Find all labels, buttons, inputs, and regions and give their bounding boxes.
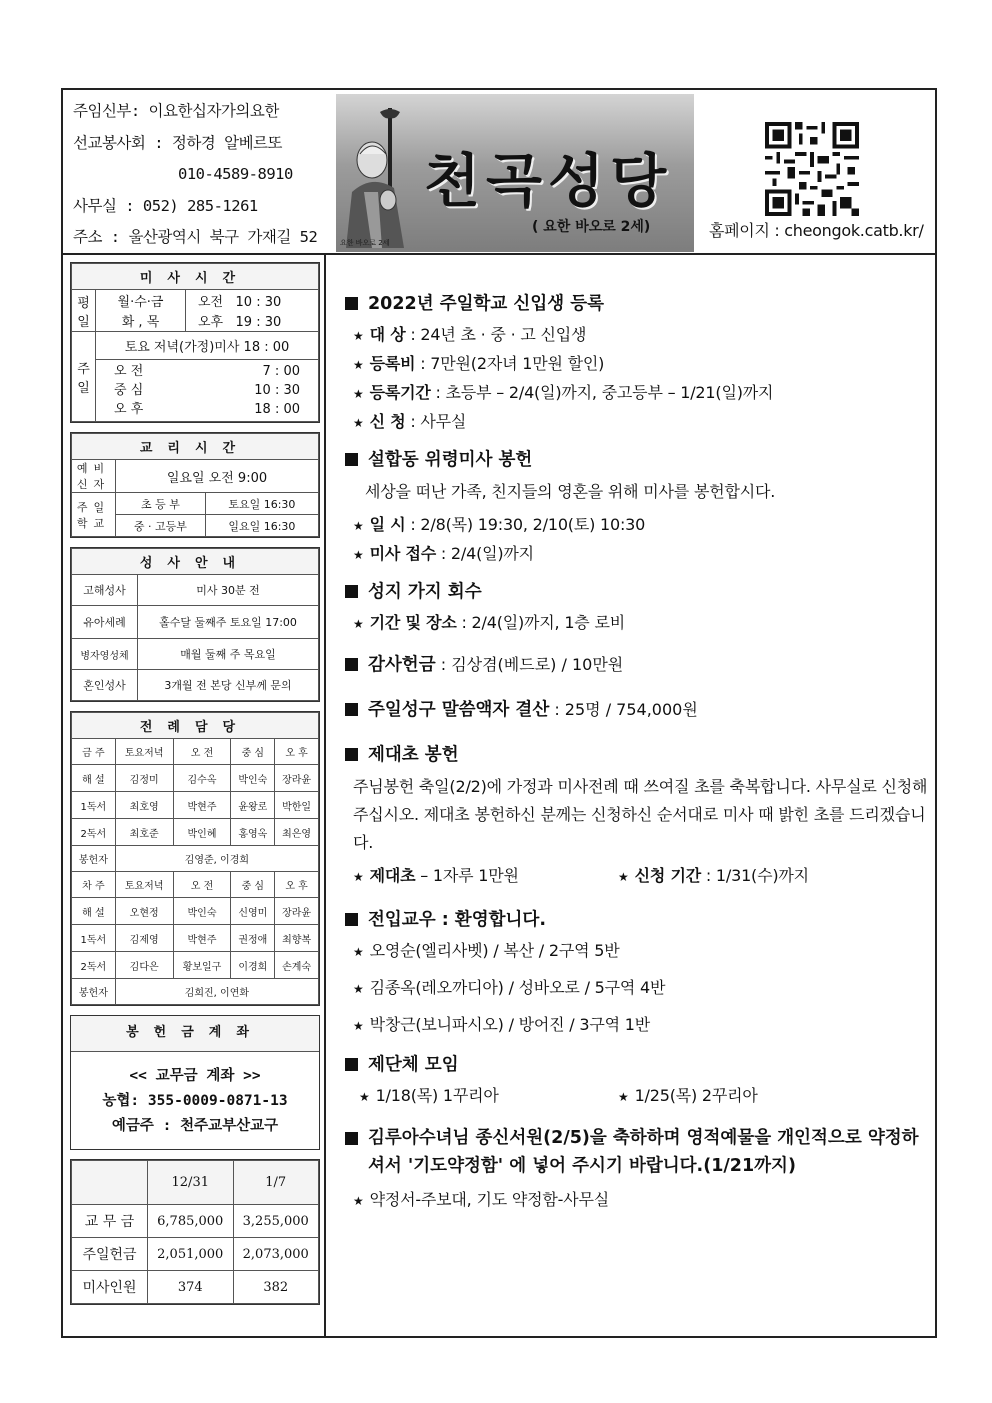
- star-bullet-icon: ★: [353, 870, 364, 884]
- finance-box: [70, 1159, 320, 1305]
- liturgy-role: 1독서: [72, 925, 116, 952]
- star-bullet-icon: ★: [618, 1090, 629, 1104]
- item-value: 약정서-주보대, 기도 약정함-사무실: [369, 1190, 609, 1209]
- council: 선교봉사회 : 정하경 알베르또: [73, 133, 283, 152]
- account-number: 농협: 355-0009-0871-13: [102, 1093, 288, 1109]
- liturgy-cell: 박현주: [173, 925, 231, 952]
- item-label: 일 시: [369, 515, 406, 534]
- notice-title: [345, 651, 930, 676]
- sacrament-label: 혼인성사: [72, 670, 138, 701]
- notice-title: [345, 578, 930, 603]
- square-bullet-icon: [345, 1058, 358, 1071]
- notice-item: [353, 351, 930, 374]
- liturgy-header: 토요저녁: [115, 739, 173, 765]
- star-bullet-icon: ★: [359, 1090, 370, 1104]
- sunday-label-3: 오 후: [114, 402, 144, 417]
- star-bullet-icon: ★: [353, 416, 364, 430]
- finance-value: 6,785,000: [148, 1205, 234, 1238]
- mass-times-title: 미사시간: [72, 264, 319, 290]
- weekday-days-1: 월·수·금: [96, 290, 186, 311]
- sacrament-value: 미사 30분 전: [138, 575, 319, 606]
- notice-item: [353, 863, 930, 886]
- star-bullet-icon: ★: [353, 548, 364, 562]
- church-name: 천곡성당: [424, 147, 673, 215]
- square-bullet-icon: [345, 703, 358, 716]
- liturgy-cell: 오현정: [115, 898, 173, 925]
- liturgy-role: 해 설: [72, 765, 116, 792]
- elementary-group: 초 등 부: [116, 493, 206, 515]
- catechumen-time: 일요일 오전 9:00: [116, 460, 319, 493]
- secondary-group: 중 · 고등부: [116, 515, 206, 537]
- item-value: : 7만원(2자녀 1만원 할인): [415, 354, 605, 373]
- notice-title-text: 김루아수녀님 종신서원(2/5)을 축하하며 영적예물을 개인적으로 약정하셔서 '기도약정함' 에 넣어 주시기 바랍니다.(1/21까지): [368, 1128, 919, 1176]
- item-label: 대 상: [369, 325, 406, 344]
- qr-code-icon: [765, 122, 859, 216]
- liturgy-header: 오 전: [173, 872, 231, 898]
- liturgy-cell: 김다은: [115, 952, 173, 979]
- notice-item: [353, 938, 930, 961]
- star-bullet-icon: ★: [353, 982, 364, 996]
- liturgy-role: 해 설: [72, 898, 116, 925]
- finance-header: 12/31: [148, 1161, 234, 1205]
- item-label: 신 청: [369, 412, 406, 431]
- notice-title-text: 감사헌금: [368, 655, 436, 675]
- liturgy-cell: 최향복: [275, 925, 319, 952]
- notice-item: [353, 512, 930, 535]
- liturgy-role: 2독서: [72, 819, 116, 846]
- liturgy-cell: 최호준: [115, 819, 173, 846]
- liturgy-cell: 박인혜: [173, 819, 231, 846]
- sunday-time-2: 10 : 30: [254, 383, 300, 398]
- liturgy-role: 2독서: [72, 952, 116, 979]
- contact-info: [73, 96, 335, 254]
- liturgy-cell: 장라윤: [275, 898, 319, 925]
- offering-label: 봉헌자: [72, 846, 116, 872]
- church-subtitle: ( 요한 바오로 2세): [532, 219, 651, 235]
- square-bullet-icon: [345, 913, 358, 926]
- liturgy-cell: 김제영: [115, 925, 173, 952]
- liturgy-cell: 손계숙: [275, 952, 319, 979]
- item-value: 박창근(보니파시오) / 방어진 / 3구역 1반: [369, 1015, 651, 1034]
- notice-title-text: 2022년 주일학교 신입생 등록: [368, 294, 605, 314]
- notice-title-text: 전입교우 : 환영합니다.: [368, 910, 546, 930]
- star-bullet-icon: ★: [353, 358, 364, 372]
- offering-value: 김희진, 이연화: [115, 979, 318, 1005]
- sunday-time-1: 7 : 00: [262, 364, 300, 379]
- bulletin-frame: [61, 88, 937, 1338]
- liturgy-header: 차 주: [72, 872, 116, 898]
- liturgy-cell: 신영미: [231, 898, 275, 925]
- saturday-mass: 토요 저녁(가정)미사 18 : 00: [96, 332, 319, 360]
- star-bullet-icon: ★: [618, 870, 629, 884]
- notice-title: [345, 741, 930, 766]
- sunday-label: 주일: [72, 332, 96, 422]
- square-bullet-icon: [345, 658, 358, 671]
- liturgy-cell: 권정애: [231, 925, 275, 952]
- liturgy-cell: 황보일구: [173, 952, 231, 979]
- account-holder: 예금주 : 천주교부산교구: [111, 1118, 279, 1134]
- sacrament-value: 홀수달 둘째주 토요일 17:00: [138, 606, 319, 639]
- weekday-time-1: 10 : 30: [235, 294, 282, 310]
- notice-title: [345, 906, 930, 931]
- sunday-label-1: 오 전: [114, 364, 144, 379]
- elementary-time: 토요일 16:30: [205, 493, 318, 515]
- liturgy-cell: 최은영: [275, 819, 319, 846]
- item-value: : 2/8(목) 19:30, 2/10(토) 10:30: [405, 515, 646, 534]
- square-bullet-icon: [345, 748, 358, 761]
- sacraments-box: [70, 547, 320, 702]
- finance-value: 2,051,000: [148, 1238, 234, 1271]
- notice-item: [353, 975, 930, 998]
- liturgy-cell: 장라윤: [275, 765, 319, 792]
- notice-item: [359, 1083, 930, 1106]
- finance-value: 374: [148, 1271, 234, 1304]
- item-value: : 2/4(일)까지: [435, 544, 534, 563]
- finance-header: 1/7: [233, 1161, 319, 1205]
- notice-title-text: 제단체 모임: [368, 1055, 459, 1075]
- catechism-title: 교리시간: [72, 434, 319, 460]
- notices-column: [345, 290, 930, 1216]
- square-bullet-icon: [345, 1132, 358, 1145]
- offering-value: 김영준, 이경희: [115, 846, 318, 872]
- liturgy-cell: 박인숙: [173, 898, 231, 925]
- notice-item: [353, 409, 930, 432]
- item-value: 김종옥(레오까디아) / 성바오로 / 5구역 4반: [369, 978, 666, 997]
- finance-value: 382: [233, 1271, 319, 1304]
- left-column: [70, 262, 320, 1314]
- star-bullet-icon: ★: [353, 945, 364, 959]
- item-value: : 초등부 – 2/4(일)까지, 중고등부 – 1/21(일)까지: [430, 383, 774, 402]
- offering-label: 봉헌자: [72, 979, 116, 1005]
- square-bullet-icon: [345, 297, 358, 310]
- liturgy-cell: 김수옥: [173, 765, 231, 792]
- weekday-period-1: 오전: [198, 294, 224, 310]
- liturgy-header: 오 후: [275, 739, 319, 765]
- liturgy-header: 오 전: [173, 739, 231, 765]
- finance-label: 주일헌금: [72, 1238, 148, 1271]
- banner-caption: 요한 바오로 2세: [340, 239, 390, 247]
- liturgy-role: 1독서: [72, 792, 116, 819]
- item-value: 1/25(목) 2꾸리아: [634, 1086, 758, 1105]
- notice-title: [345, 1051, 930, 1076]
- notice-paragraph: 주님봉헌 축일(2/2)에 가정과 미사전례 때 쓰여질 초를 축복합니다. 사무실로 신청해 주십시오. 제대초 봉헌하신 분께는 신청하신 순서대로 미사 때 밝힌 초를 드리겠습니다.: [353, 777, 928, 852]
- notice-inline-value: : 25명 / 754,000원: [549, 700, 698, 719]
- sunday-school-label: 주일학교: [72, 493, 116, 537]
- item-value: : 1/31(수)까지: [700, 866, 809, 885]
- catechism-box: [70, 432, 320, 538]
- star-bullet-icon: ★: [353, 617, 364, 631]
- mass-times-box: [70, 262, 320, 423]
- liturgy-cell: 이경희: [231, 952, 275, 979]
- sacrament-label: 병자영성체: [72, 639, 138, 670]
- item-label: 기간 및 장소: [369, 613, 457, 632]
- liturgy-cell: 윤왕로: [231, 792, 275, 819]
- weekday-period-2: 오후: [198, 315, 224, 331]
- star-bullet-icon: ★: [353, 387, 364, 401]
- liturgy-box: [70, 711, 320, 1006]
- item-label: 제대초: [369, 866, 416, 885]
- finance-value: 3,255,000: [233, 1205, 319, 1238]
- pastor: 주임신부: 이요한십자가의요한: [73, 102, 279, 120]
- item-label: 등록기간: [369, 383, 431, 402]
- item-value: 1/18(목) 1꾸리아: [375, 1086, 499, 1105]
- sacrament-label: 유아세례: [72, 606, 138, 639]
- notice-item: [353, 610, 930, 633]
- liturgy-header: 중 심: [231, 739, 275, 765]
- sunday-label-2: 중 심: [114, 383, 144, 398]
- notice-title: [345, 290, 930, 315]
- square-bullet-icon: [345, 585, 358, 598]
- item-value: : 2/4(일)까지, 1층 로비: [456, 613, 625, 632]
- sunday-time-3: 18 : 00: [254, 402, 300, 417]
- finance-value: 2,073,000: [233, 1238, 319, 1271]
- notice-title-text: 제대초 봉헌: [368, 745, 459, 765]
- homepage-link[interactable]: 홈페이지 : cheongok.catb.kr/: [709, 221, 924, 240]
- item-value: : 24년 초 · 중 · 고 신입생: [405, 325, 587, 344]
- notice-item: [353, 1012, 930, 1035]
- liturgy-header: 금 주: [72, 739, 116, 765]
- notice-item: [353, 1187, 930, 1210]
- star-bullet-icon: ★: [353, 519, 364, 533]
- liturgy-header: 토요저녁: [115, 872, 173, 898]
- star-bullet-icon: ★: [353, 1019, 364, 1033]
- liturgy-cell: 김정미: [115, 765, 173, 792]
- liturgy-cell: 최호영: [115, 792, 173, 819]
- notice-paragraph: 세상을 떠난 가족, 친지들의 영혼을 위해 미사를 봉헌합시다.: [365, 482, 776, 501]
- item-label: 미사 접수: [369, 544, 436, 563]
- header: [63, 90, 935, 255]
- notice-item: [353, 380, 930, 403]
- weekday-days-2: 화 , 목: [96, 311, 186, 332]
- notice-item: [353, 541, 930, 564]
- address: 주소 : 울산광역시 북구 가재길 52: [73, 228, 318, 246]
- notice-inline-value: : 김상겸(베드로) / 10만원: [435, 655, 624, 674]
- sacraments-title: 성사안내: [72, 549, 319, 575]
- star-bullet-icon: ★: [353, 329, 364, 343]
- catechumen-label: 예비신자: [72, 460, 116, 493]
- church-banner: [336, 94, 694, 252]
- finance-label: 교 무 금: [72, 1205, 148, 1238]
- liturgy-header: 오 후: [275, 872, 319, 898]
- office-phone: 사무실 : 052) 285-1261: [73, 196, 258, 215]
- liturgy-cell: 박한일: [275, 792, 319, 819]
- liturgy-title: 전례담당: [72, 713, 319, 739]
- item-value: : 사무실: [405, 412, 467, 431]
- account-label: << 교무금 계좌 >>: [129, 1068, 261, 1084]
- liturgy-cell: 박현주: [173, 792, 231, 819]
- item-label: 신청 기간: [634, 866, 701, 885]
- secondary-time: 일요일 16:30: [205, 515, 318, 537]
- notice-title: [345, 696, 930, 721]
- notice-title: [345, 1124, 930, 1180]
- sacrament-value: 3개월 전 본당 신부께 문의: [138, 670, 319, 701]
- pope-figure-icon: [342, 108, 422, 248]
- square-bullet-icon: [345, 453, 358, 466]
- liturgy-header: 중 심: [231, 872, 275, 898]
- notice-item: [353, 322, 930, 345]
- item-value: – 1자루 1만원: [415, 866, 519, 885]
- column-divider: [324, 255, 326, 1338]
- finance-header: [72, 1161, 148, 1205]
- account-title: 봉헌금계좌: [71, 1016, 319, 1052]
- notice-title-text: 설합동 위령미사 봉헌: [368, 450, 533, 470]
- account-box: [70, 1015, 320, 1150]
- finance-label: 미사인원: [72, 1271, 148, 1304]
- notice-title-text: 주일성구 말씀액자 결산: [368, 700, 550, 720]
- liturgy-cell: 홍영옥: [231, 819, 275, 846]
- weekday-label: 평일: [72, 290, 96, 332]
- sacrament-value: 매월 둘째 주 목요일: [138, 639, 319, 670]
- sacrament-label: 고해성사: [72, 575, 138, 606]
- item-label: 등록비: [369, 354, 416, 373]
- item-value: 오영순(엘리사벳) / 복산 / 2구역 5반: [369, 941, 620, 960]
- liturgy-cell: 박인숙: [231, 765, 275, 792]
- weekday-time-2: 19 : 30: [235, 315, 282, 331]
- council-phone: 010-4589-8910: [178, 165, 293, 183]
- star-bullet-icon: ★: [353, 1194, 364, 1208]
- notice-title-text: 성지 가지 회수: [368, 582, 482, 602]
- notice-title: [345, 446, 930, 471]
